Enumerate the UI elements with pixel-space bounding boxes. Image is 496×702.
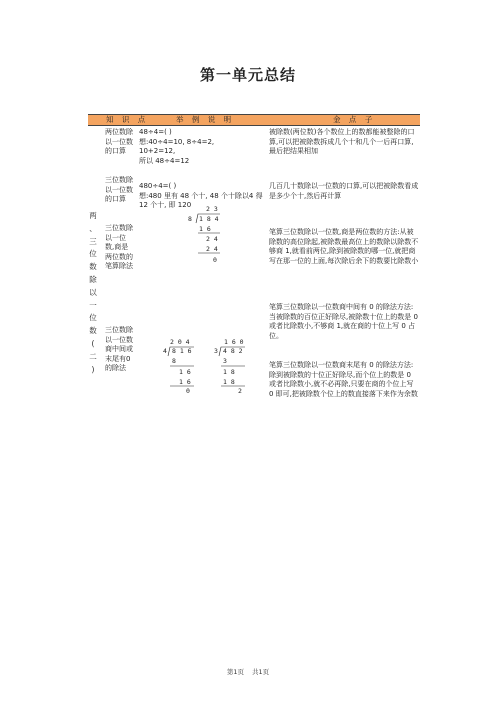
topic-oral-two-digit: 两位数除以一位数的口算 [105, 128, 133, 156]
header-knowledge-point: 知 识 点 [106, 115, 149, 124]
step-b-1: 3 [223, 357, 227, 365]
step-b-3: 1 8 [223, 378, 235, 386]
category-label: 两 、 三 位 数 除 以 一 位 数 ( 二 ) [89, 211, 97, 374]
step-a-2: 1 6 [179, 368, 191, 376]
page-footer [0, 667, 496, 676]
divisor-a: 4 [163, 347, 167, 355]
tip-zero-middle: 笔算三位数除以一位数商中间有 0 的除法方法:当被除数的百位正好除尽,被除数十位上的数是 0 或者比除数小,不够商 1,就在商的十位上写 0 占位。 [269, 303, 418, 340]
example-oral-three-digit: 480÷4=( ) 想:480 里有 48 个十, 48 个十除以4 得 12 个十, 即 120 [139, 182, 263, 210]
step-2: 2 4 [206, 235, 218, 243]
tip-oral-three-digit: 几百几十数除以一位数的口算,可以把被除数看成是多少个十,然后再计算 [269, 182, 419, 200]
topic-oral-three-digit: 三位数除以一位数的口算 [105, 176, 133, 204]
tip-oral-two-digit: 被除数(两位数)各个数位上的数都能被整除的口算,可以把被除数拆成几个十和几个一后再口算,最后把结果相加 [269, 128, 415, 156]
page-number: 第1页 [226, 668, 244, 676]
quotient-b: 1 6 0 [224, 338, 244, 346]
page-total: 共1页 [252, 668, 270, 676]
step-3: 2 4 [206, 245, 218, 253]
topic-zero-in-quotient: 三位数除以一位数商中间或末尾有0的除法 [105, 326, 133, 373]
dividend: 1 8 4 [199, 215, 219, 223]
remainder-b: 2 [238, 387, 242, 395]
step-a-1: 8 [172, 357, 176, 365]
quotient: 2 3 [206, 205, 218, 213]
tip-zero-end: 笔算三位数除以一位数商末尾有 0 的除法方法:除到被除数的十位正好除尽,而个位上的数是 0 或者比除数小,就不必再除,只要在商的个位上写 0 即可,把被除数个位上的数直接落下来作为余数 [269, 361, 418, 398]
tip-written-two-digit-quotient: 笔算三位数除以一位数,商是两位数的方法:从被除数的高位除起,被除数最高位上的数除以除数不够商 1,就看前两位,除到被除数的哪一位,就把商写在那一位的上面,每次除后余下的数要比除数小 [269, 228, 419, 265]
dividend-a: 8 1 6 [172, 347, 192, 355]
step-1: 1 6 [199, 225, 211, 233]
header-examples: 举 例 说 明 [176, 115, 235, 124]
step-b-2: 1 8 [223, 368, 235, 376]
remainder: 0 [213, 256, 217, 264]
topic-written-two-digit-quotient: 三位数除以一位数,商是两位数的笔算除法 [105, 224, 133, 271]
divisor-b: 3 [214, 347, 218, 355]
example-oral-two-digit: 48÷4=( ) 想:40÷4=10, 8÷4=2, 10+2=12, 所以 48÷4=12 [139, 128, 215, 165]
header-tips: 金 点 子 [333, 115, 376, 124]
quotient-a: 2 0 4 [170, 338, 190, 346]
step-a-3: 1 6 [179, 378, 191, 386]
remainder-a: 0 [186, 387, 190, 395]
dividend-b: 4 8 2 [223, 347, 243, 355]
divisor: 8 [188, 215, 192, 223]
page-title: 第一单元总结 [199, 66, 296, 84]
